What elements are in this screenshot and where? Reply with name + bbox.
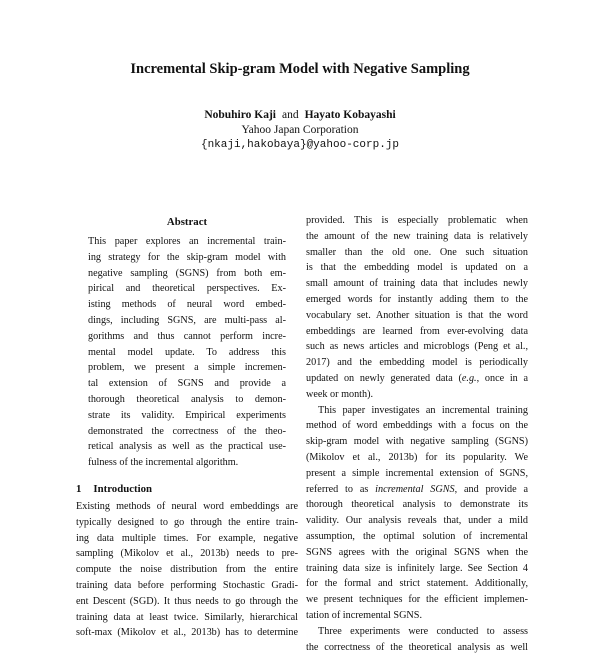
abstract-line: thorough theoretical analysis to demon- [88,393,286,405]
body-line: 2017) and the embedding model is periodically [306,357,528,369]
emphasis-text: e.g. [461,372,477,384]
section-title: Introduction [93,482,153,495]
abstract-line: demonstrated the correctness of the theo- [88,425,286,437]
author-name: Hayato Kobayashi [304,109,396,121]
body-line: tation of incremental SGNS. [306,609,423,621]
abstract-line: tal extension of SGNS and provide a [88,378,286,390]
body-line: the amount of the new training data is relatively [306,230,528,242]
paper-title: Incremental Skip-gram Model with Negative Sampling [130,61,470,77]
abstract-line: isting methods of neural word embed- [88,299,286,311]
body-line: the correctness of the theoretical analysis as well [306,641,528,653]
abstract-line: pirical and theoretical perspectives. Ex- [88,283,286,295]
body-line: such as news articles and microblogs (Peng et al., [306,341,528,353]
intro-line: compute the noise distribution from the entire [76,564,298,576]
text-fragment: updated on newly generated data ( [306,372,462,384]
author-conjunction: and [282,109,299,121]
body-line: This paper investigates an incremental training [318,404,528,416]
body-line: week or month). [306,388,374,400]
emphasis-text: incremental SGNS [375,483,455,495]
body-line: vocabulary set. Another situation is that the word [306,309,528,321]
body-line: method of word embeddings with a focus on the [306,420,528,432]
body-line: SGNS agrees with the original SGNS when the [306,546,528,558]
body-line: present a simple incremental extension of SGNS, [306,467,528,479]
intro-line: typically designed to go through the entire train- [76,516,298,528]
text-fragment: , and provide a [454,483,528,495]
abstract-body [88,234,286,471]
abstract-line: fulness of the incremental algorithm. [88,457,239,469]
body-line: provided. This is especially problematic when [306,215,528,226]
intro-line: training data at least twice. Similarly, hierarchical [76,611,298,623]
body-line: skip-gram model with negative sampling (SGNS) [306,436,528,448]
body-line: we present techniques for the efficient implemen- [306,594,528,606]
body-line: validity. Our analysis reveals that, under a mild [306,515,528,527]
abstract-line: ing strategy for the skip-gram model with [88,251,286,263]
text-fragment: referred to as [306,483,376,495]
section-heading [76,481,298,497]
right-column [306,213,528,655]
body-line [306,482,528,498]
body-line: is that the embedding model is updated on a [306,262,528,274]
paragraph [306,403,528,624]
intro-line: Existing methods of neural word embeddings are [76,500,298,512]
body-line: small amount of training data that includes newly [306,278,528,290]
body-line: embeddings are learned from ever-evolving data [306,325,528,337]
abstract-line: mental model update. To address this [88,346,286,358]
body-line: (Mikolov et al., 2013b) for its popularity. We [306,451,528,463]
body-line: thorough theoretical analysis to demonstrate its [306,499,528,511]
abstract-line: problem, we present a simple incremen- [88,362,286,374]
abstract-line: This paper explores an incremental train- [88,236,286,247]
abstract-line: retical analysis as well as the practical use- [88,441,286,453]
body-line: emerged words for instantly adding them to the [306,293,528,305]
intro-line: ent Descent (SGD). It thus needs to go through the [76,595,298,607]
left-column [76,214,298,641]
abstract-line: negative sampling (SGNS) from both em- [88,267,286,279]
body-line: for the formal and strict statement. Additionally, [306,578,528,590]
abstract-line: dings, including SGNS, are multi-pass al- [88,314,286,326]
abstract-heading: Abstract [166,216,208,228]
author-line [0,108,600,123]
body-line: smaller than the old one. One such situation [306,246,528,258]
body-line: assumption, the optimal solution of incremental [306,530,528,542]
text-fragment: , once in a [476,372,528,384]
paragraph [306,213,528,403]
intro-line: sampling (Mikolov et al., 2013b) needs to pre- [76,548,298,560]
introduction-body [76,499,298,641]
intro-line: training data before performing Stochastic Gradi- [76,579,298,591]
intro-line: soft-max (Mikolov et al., 2013b) has to determine [76,627,298,639]
abstract-line: strate its validity. Empirical experiments [88,409,286,421]
body-line: training data size is infinitely large. See Section 4 [306,562,528,574]
author-name: Nobuhiro Kaji [204,109,276,121]
affiliation: Yahoo Japan Corporation [241,124,359,136]
intro-line: ing data multiple times. For example, negative [76,532,298,544]
body-line [306,371,528,387]
paragraph [306,624,528,655]
body-line: Three experiments were conducted to assess [318,625,528,637]
section-number: 1 [76,482,82,495]
author-email: {nkaji,hakobaya}@yahoo-corp.jp [200,139,400,151]
abstract-line: gorithms and thus cannot perform incre- [88,330,286,342]
